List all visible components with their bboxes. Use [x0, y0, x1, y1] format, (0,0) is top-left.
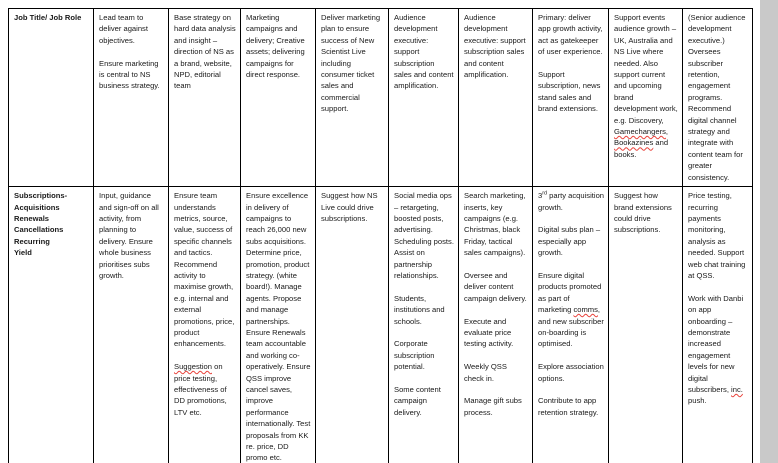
- spellcheck-underline: comms: [573, 305, 598, 315]
- row-label-line: Cancellations: [14, 225, 64, 235]
- table-row: [9, 187, 753, 463]
- cell-paragraph: (Senior audience development executive.) Oversees subscriber retention, engagement programs. Recommend digital channel strategy and integrate with content team for greater consistency.: [688, 13, 746, 182]
- cell-paragraph: Primary: deliver app growth activity, act as gatekeeper of user experience.: [538, 13, 603, 57]
- cell-paragraph: Audience development executive: support subscription sales and content amplification.: [464, 13, 526, 80]
- cell-paragraph: 3rd party acquisition growth.: [538, 190, 605, 212]
- cell-paragraph: Support events audience growth – UK, Australia and NS Live where needed. Also support current and upcoming brand development work, e.g. Discovery, Gamechangers, Bookazines and books.: [614, 13, 678, 159]
- cell-paragraph: Audience development executive: support subscription sales and content amplification.: [394, 13, 454, 91]
- cell-paragraph: Ensure digital products promoted as part of marketing comms, and new subscriber on-boarding is optimised.: [538, 270, 604, 349]
- cell-r1-c9: [683, 187, 753, 463]
- cell-paragraph: Deliver marketing plan to ensure success of New Scientist Live including consumer ticket sales and commercial support.: [321, 13, 381, 114]
- cell-paragraph: Social media ops – retargeting, boosted posts, advertising. Scheduling posts. Assist on partnership relationships.: [394, 191, 454, 280]
- cell-paragraph: Contribute to app retention strategy.: [538, 396, 599, 417]
- cell-r0-c2: [169, 9, 241, 187]
- cell-paragraph: Search marketing, inserts, key campaigns (e.g. Christmas, black Friday, tactical sales campaigns).: [464, 191, 526, 258]
- cell-paragraph: Input, guidance and sign-off on all activity, from planning to delivery. Ensure whole business prioritises subs growth.: [99, 191, 159, 280]
- cell-r1-c2: [169, 187, 241, 463]
- row-label-subscriptions: [9, 187, 94, 463]
- row-label-line: Job Title/ Job Role: [14, 13, 82, 22]
- cell-paragraph: Support subscription, news stand sales and brand extensions.: [538, 70, 601, 114]
- cell-paragraph: Execute and evaluate price testing activity.: [464, 316, 514, 349]
- cell-r0-c8: [609, 9, 683, 187]
- cell-paragraph: Corporate subscription potential.: [394, 339, 435, 372]
- row-label-line: Acquisitions: [14, 202, 60, 212]
- cell-r0-c3: [241, 9, 316, 187]
- cell-r0-c7: [533, 9, 609, 187]
- cell-r0-c1: [94, 9, 169, 187]
- cell-paragraph: Weekly QSS check in.: [464, 362, 507, 383]
- responsibilities-table: [8, 8, 753, 463]
- cell-r1-c1: [94, 187, 169, 463]
- cell-r0-c9: [683, 9, 753, 187]
- cell-paragraph: Ensure team understands metrics, source, value, success of specific channels and tactics. Recommend activity to maximise growth, e.g. internal and external promotions, price, product enhancements.: [174, 191, 235, 349]
- spellcheck-underline: Suggestion: [174, 362, 212, 372]
- cell-r1-c7: [533, 187, 609, 463]
- spellcheck-underline: inc.: [731, 384, 743, 394]
- cell-paragraph: Manage gift subs process.: [464, 396, 522, 417]
- cell-paragraph: Students, institutions and schools.: [394, 293, 445, 326]
- cell-paragraph: Suggest how brand extensions could drive subscriptions.: [614, 191, 672, 235]
- row-label-line: Recurring: [14, 236, 50, 246]
- table-body: [9, 9, 753, 463]
- cell-paragraph: Suggest how NS Live could drive subscriptions.: [321, 191, 378, 223]
- spellcheck-underline: Gamechangers: [614, 127, 666, 137]
- cell-paragraph: Work with Danbi on app onboarding – demonstrate increased engagement levels for new digital subscribers, inc. push.: [688, 293, 744, 406]
- cell-paragraph: Explore association options.: [538, 362, 604, 383]
- cell-paragraph: Suggestion on price testing, effectiveness of DD promotions, LTV etc.: [174, 362, 227, 417]
- cell-r1-c5: [389, 187, 459, 463]
- cell-paragraph: Lead team to deliver against objectives.: [99, 13, 148, 45]
- cell-paragraph: Oversee and deliver content campaign delivery.: [464, 270, 527, 303]
- cell-r0-c5: [389, 9, 459, 187]
- cell-r1-c8: [609, 187, 683, 463]
- cell-r0-c6: [459, 9, 533, 187]
- cell-r1-c6: [459, 187, 533, 463]
- cell-paragraph: Digital subs plan – especially app growth.: [538, 225, 601, 258]
- spellcheck-underline: Bookazines: [614, 138, 654, 148]
- row-label-line: Yield: [14, 248, 32, 258]
- cell-paragraph: Ensure marketing is central to NS business strategy.: [99, 58, 160, 91]
- cell-paragraph: Base strategy on hard data analysis and insight – direction of NS as a brand, website, NPD, editorial team: [174, 13, 236, 91]
- cell-paragraph: Some content campaign delivery.: [394, 384, 441, 417]
- row-label-job-title: [9, 9, 94, 187]
- cell-r0-c4: [316, 9, 389, 187]
- cell-paragraph: Ensure excellence in delivery of campaigns to reach 26,000 new subs acquisitions. Determine price, promotion, product strategy. (white board!). Manage agents. Propose and manage partnerships. Ensure Renewals team accountable and working co-operatively. Ensure QSS improve cancel saves, improve performance internationally. Test proposals from KK re. price, DD promo etc.: [246, 191, 311, 463]
- ordinal-superscript: rd: [542, 190, 548, 197]
- cell-r1-c4: [316, 187, 389, 463]
- cell-paragraph: Marketing campaigns and delivery; Creative assets; delivering campaigns for direct response.: [246, 13, 305, 80]
- cell-r1-c3: [241, 187, 316, 463]
- table-row: [9, 9, 753, 187]
- row-label-line: Subscriptions-: [14, 191, 68, 201]
- page-gutter: [760, 0, 778, 463]
- row-label-line: Renewals: [14, 213, 50, 223]
- cell-paragraph: Price testing, recurring payments monitoring, analysis as needed. Support web chat training at QSS.: [688, 191, 746, 280]
